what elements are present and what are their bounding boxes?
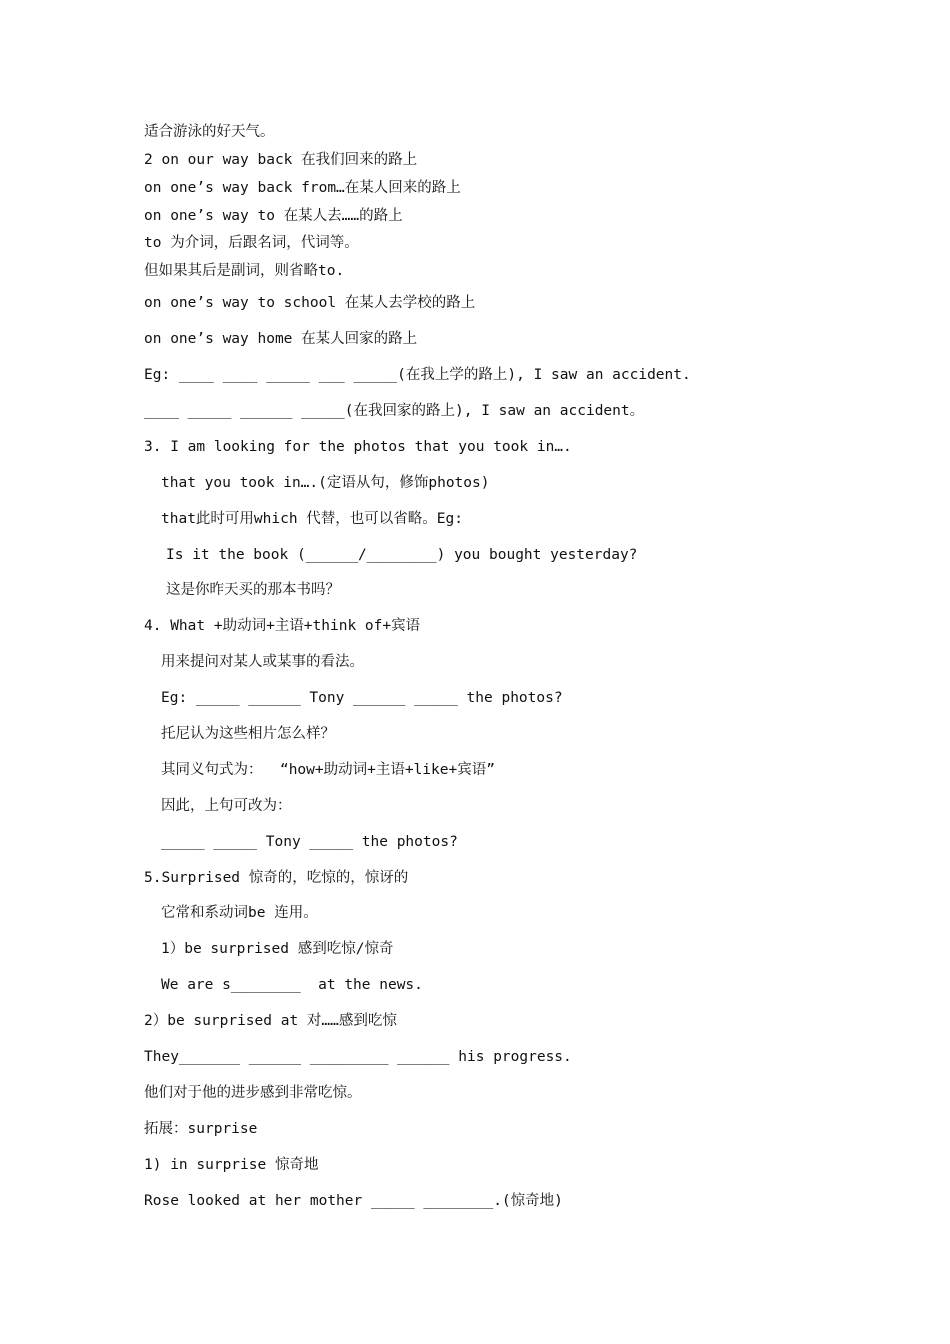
text-line: 拓展：surprise (144, 1121, 258, 1137)
text-line: 5.Surprised 惊奇的，吃惊的，惊讶的 (144, 870, 409, 886)
text-line: We are s________ at the news. (161, 977, 423, 993)
text-line: 适合游泳的好天气。 (144, 124, 275, 140)
text-line: on one’s way to school 在某人去学校的路上 (144, 295, 476, 311)
text-line: Eg: ____ ____ _____ ___ _____(在我上学的路上), I saw an accident. (144, 367, 691, 383)
text-line: on one’s way home 在某人回家的路上 (144, 331, 418, 347)
text-line: 它常和系动词be 连用。 (161, 905, 318, 921)
text-line: 1）be surprised 感到吃惊/惊奇 (161, 941, 394, 957)
text-line: ____ _____ ______ _____(在我回家的路上), I saw an accident。 (144, 403, 645, 419)
text-line: Rose looked at her mother _____ ________.(惊奇地) (144, 1193, 563, 1209)
text-line: 因此，上句可改为： (161, 798, 292, 814)
text-line: 这是你昨天买的那本书吗？ (166, 582, 340, 598)
text-line: They_______ ______ _________ ______ his progress. (144, 1049, 572, 1065)
text-line: that此时可用which 代替，也可以省略。Eg: (161, 511, 463, 527)
text-line: Is it the book (______/________) you bought yesterday? (166, 547, 638, 563)
text-line: 4. What +助动词+主语+think of+宾语 (144, 618, 421, 634)
text-line: Eg: _____ ______ Tony ______ _____ the photos? (161, 690, 563, 706)
text-line: 其同义句式为： “how+助动词+主语+like+宾语” (161, 762, 495, 778)
text-line: 托尼认为这些相片怎么样？ (161, 726, 335, 742)
text-line: to 为介词，后跟名词，代词等。 (144, 235, 359, 251)
text-line: 1) in surprise 惊奇地 (144, 1157, 319, 1173)
text-line: 用来提问对某人或某事的看法。 (161, 654, 364, 670)
text-line: on one’s way back from…在某人回来的路上 (144, 180, 461, 196)
text-line: 但如果其后是副词，则省略to. (144, 263, 345, 279)
text-line: 2 on our way back 在我们回来的路上 (144, 152, 418, 168)
text-line: that you took in….(定语从句，修饰photos) (161, 475, 490, 491)
text-line: 3. I am looking for the photos that you took in…. (144, 439, 572, 455)
text-line: 2）be surprised at 对……感到吃惊 (144, 1013, 397, 1029)
text-line: 他们对于他的进步感到非常吃惊。 (144, 1085, 362, 1101)
text-line: _____ _____ Tony _____ the photos? (161, 834, 458, 850)
text-line: on one’s way to 在某人去……的路上 (144, 208, 403, 224)
